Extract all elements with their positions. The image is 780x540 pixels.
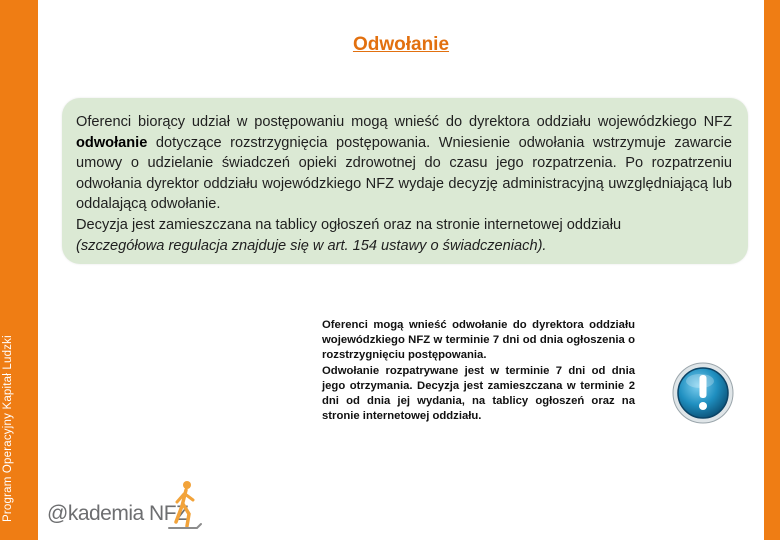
- note-paragraph-2: Odwołanie rozpatrywane jest w terminie 7 dni od dnia jego otrzymania. Decyzja jest zamieszczana w terminie 2 dni od dnia jej wydania, na tablicy ogłoszeń oraz na stronie internetowej oddziału.: [322, 364, 635, 423]
- main-paragraph: [76, 112, 732, 215]
- main-paragraph-start: Oferenci biorący udział w postępowaniu mogą wnieść do dyrektora oddziału wojewódzkiego NFZ: [76, 114, 732, 130]
- logo-suffix: NFZ: [143, 502, 189, 525]
- main-text-box: [62, 98, 748, 264]
- walking-person-icon: [167, 478, 203, 534]
- note-paragraph-1: Oferenci mogą wnieść odwołanie do dyrektora oddziału wojewódzkiego NFZ w terminie 7 dni od dnia ogłoszenia o rozstrzygnięciu postępowania.: [322, 319, 635, 362]
- emphasis-odwolanie: odwołanie: [76, 134, 148, 151]
- main-paragraph-end: dotyczące rozstrzygnięcia postępowania. Wniesienie odwołania wstrzymuje zawarcie umowy o udzielanie świadczeń opieki zdrowotnej do czasu jego rozpatrzenia. Po rozpatrzeniu odwołania dyrektor oddziału wojewódzkiego NFZ wydaje decyzję administracyjną uwzględniającą lub oddalającą odwołanie.: [76, 134, 732, 213]
- left-sidebar: [0, 0, 38, 540]
- page-title: Odwołanie: [352, 34, 450, 55]
- exclamation-icon: [672, 362, 734, 424]
- regulation-citation: (szczegółowa regulacja znajduje się w art. 154 ustawy o świadczeniach).: [76, 237, 547, 254]
- logo-prefix: @kademia: [47, 502, 144, 525]
- akademia-nfz-logo: [45, 478, 205, 534]
- right-accent-bar: [764, 0, 780, 540]
- program-label: Program Operacyjny Kapitał Ludzki: [2, 335, 14, 522]
- summary-note: [322, 318, 635, 424]
- decision-paragraph: Decyzja jest zamieszczana na tablicy ogłoszeń oraz na stronie internetowej oddziału: [76, 216, 622, 233]
